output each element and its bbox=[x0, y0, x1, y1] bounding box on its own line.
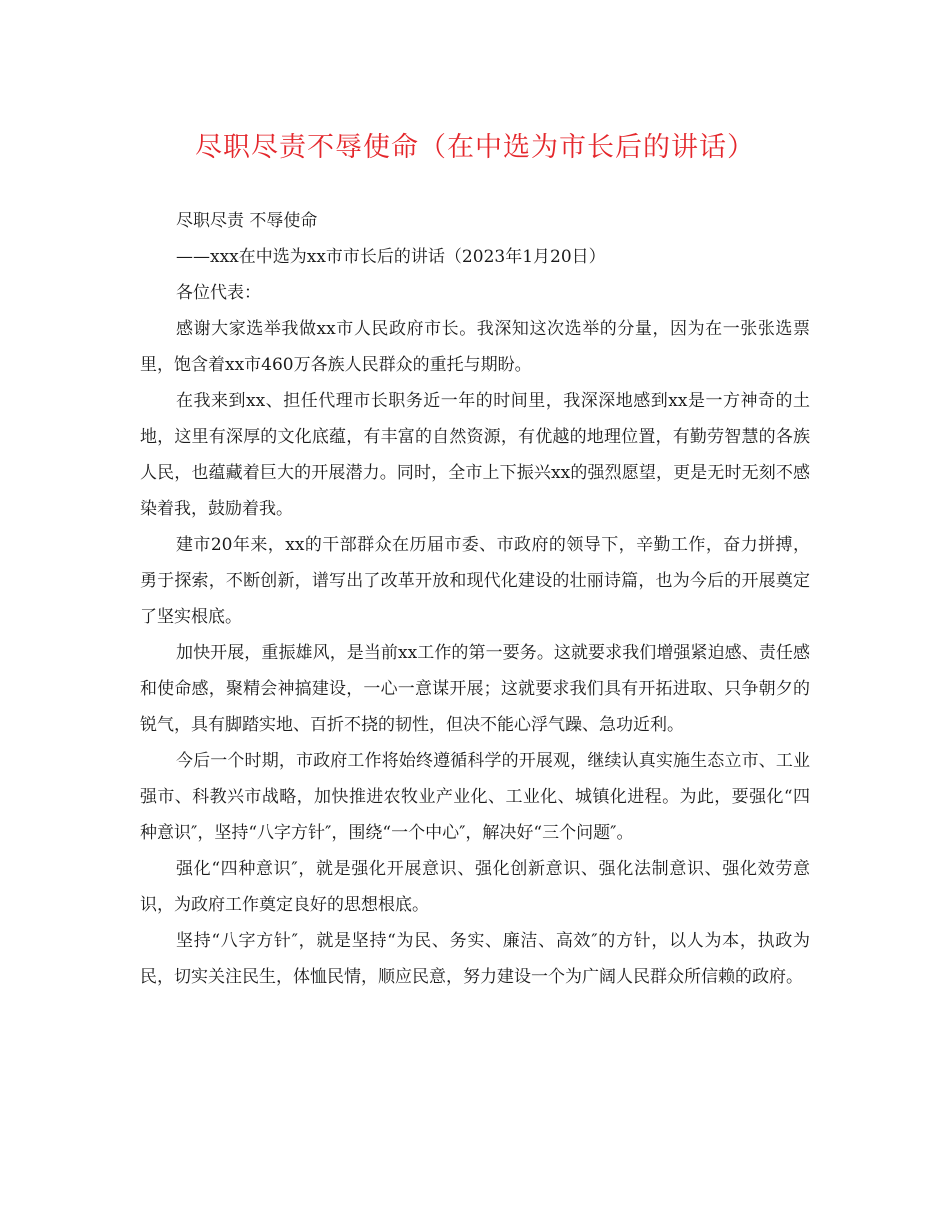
document-body bbox=[140, 203, 810, 995]
paragraph-byline: ——xxx在中选为xx市市长后的讲话（2023年1月20日） bbox=[176, 247, 606, 267]
paragraph: 感谢大家选举我做xx市人民政府市长。我深知这次选举的分量，因为在一张张选票里，饱含着xx市460万各族人民群众的重托与期盼。 bbox=[140, 319, 810, 375]
paragraph: 强化“四种意识″，就是强化开展意识、强化创新意识、强化法制意识、强化效劳意识，为政府工作奠定良好的思想根底。 bbox=[140, 859, 810, 915]
paragraph: 在我来到xx、担任代理市长职务近一年的时间里，我深深地感到xx是一方神奇的土地，这里有深厚的文化底蕴，有丰富的自然资源，有优越的地理位置，有勤劳智慧的各族人民，也蕴藏着巨大的开展潜力。同时，全市上下振兴xx的强烈愿望，更是无时无刻不感染着我，鼓励着我。 bbox=[140, 391, 810, 519]
paragraph-salutation: 各位代表： bbox=[176, 283, 261, 303]
paragraph-subtitle: 尽职尽责 不辱使命 bbox=[176, 211, 318, 231]
paragraph: 建市20年来，xx的干部群众在历届市委、市政府的领导下，辛勤工作，奋力拼搏，勇于探索，不断创新，谱写出了改革开放和现代化建设的壮丽诗篇，也为今后的开展奠定了坚实根底。 bbox=[140, 535, 810, 627]
paragraph: 今后一个时期，市政府工作将始终遵循科学的开展观，继续认真实施生态立市、工业强市、科教兴市战略，加快推进农牧业产业化、工业化、城镇化进程。为此，要强化“四种意识″，坚持“八字方针″，围绕“一个中心″，解决好“三个问题″。 bbox=[140, 751, 810, 843]
paragraph: 坚持“八字方针″，就是坚持“为民、务实、廉洁、高效″的方针，以人为本，执政为民，切实关注民生，体恤民情，顺应民意，努力建设一个为广阔人民群众所信赖的政府。 bbox=[140, 931, 810, 987]
document-title: 尽职尽责不辱使命（在中选为市长后的讲话） bbox=[195, 132, 755, 163]
paragraph: 加快开展，重振雄风，是当前xx工作的第一要务。这就要求我们增强紧迫感、责任感和使命感，聚精会神搞建设，一心一意谋开展；这就要求我们具有开拓进取、只争朝夕的锐气，具有脚踏实地、百折不挠的韧性，但决不能心浮气躁、急功近利。 bbox=[140, 643, 810, 735]
